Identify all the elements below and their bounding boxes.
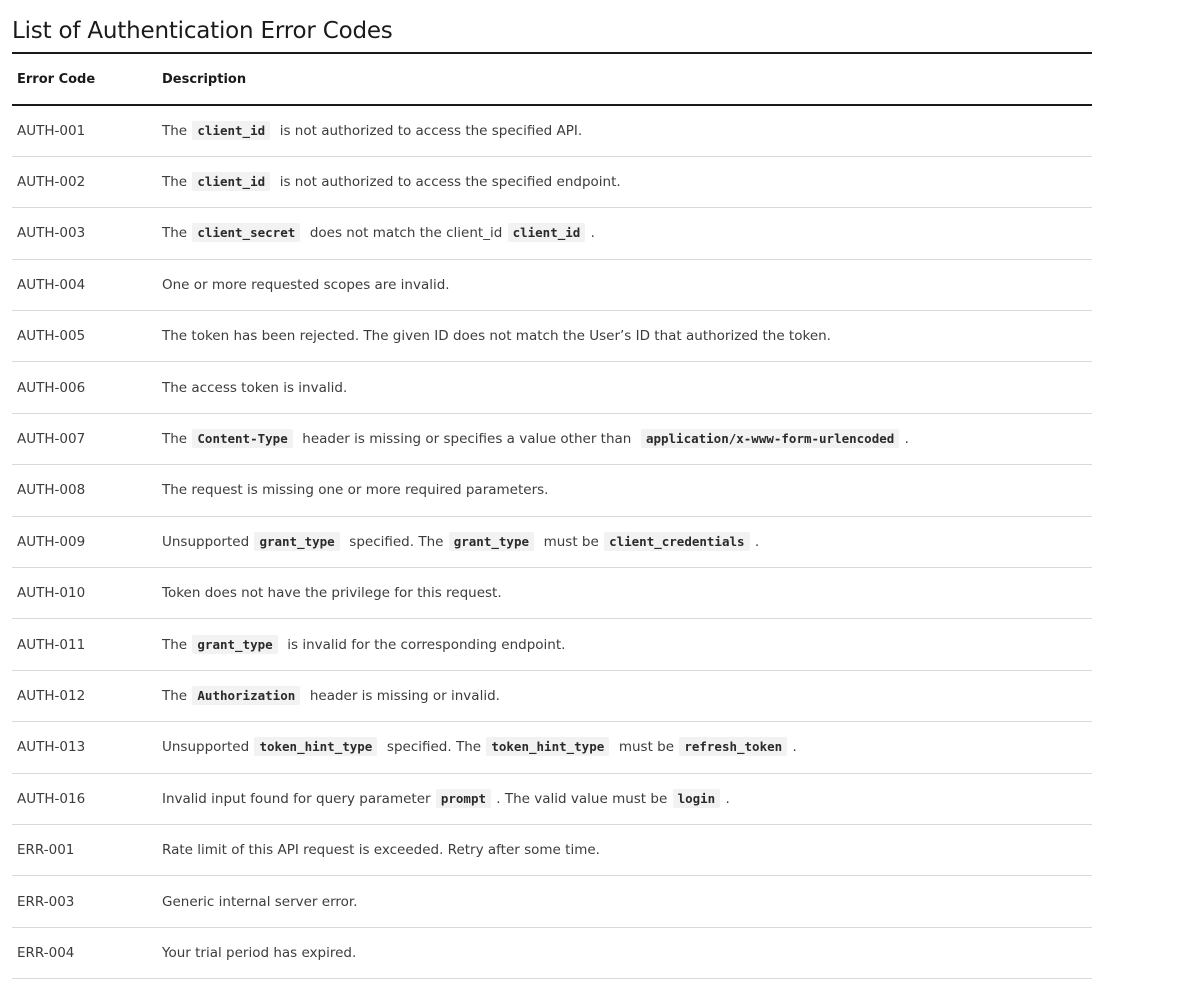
inline-code: login xyxy=(673,789,721,808)
description-cell xyxy=(157,773,1092,824)
description-text: The xyxy=(162,225,192,242)
table-row xyxy=(12,413,1092,464)
error-codes-table xyxy=(12,52,1092,979)
inline-code: Content-Type xyxy=(192,429,292,448)
error-code-cell: AUTH-009 xyxy=(12,516,157,567)
description-text: The access token is invalid. xyxy=(162,379,348,396)
description-text: The token has been rejected. The given ID does not match the User’s ID that authorized the token. xyxy=(162,328,831,345)
description-text: The request is missing one or more required parameters. xyxy=(162,482,549,499)
inline-code: Authorization xyxy=(192,686,300,705)
description-cell xyxy=(157,876,1092,927)
table-row xyxy=(12,311,1092,362)
description-cell xyxy=(157,824,1092,875)
description-text: must be xyxy=(535,533,604,550)
inline-code: client_id xyxy=(192,172,270,191)
table-row xyxy=(12,773,1092,824)
description-text: header is missing or specifies a value other than xyxy=(293,431,640,448)
inline-code: grant_type xyxy=(449,532,534,551)
description-text: must be xyxy=(610,739,679,756)
description-cell xyxy=(157,208,1092,259)
description-text: is invalid for the corresponding endpoint. xyxy=(278,636,566,653)
description-text: specified. The xyxy=(340,533,448,550)
description-cell xyxy=(157,619,1092,670)
description-text: Token does not have the privilege for this request. xyxy=(162,585,502,602)
table-row xyxy=(12,259,1092,310)
description-text: is not authorized to access the specified API. xyxy=(271,122,583,139)
description-text: . The valid value must be xyxy=(492,790,672,807)
table-body xyxy=(12,105,1092,979)
error-code-cell: AUTH-003 xyxy=(12,208,157,259)
inline-code: token_hint_type xyxy=(254,737,377,756)
error-code-cell: AUTH-006 xyxy=(12,362,157,413)
description-text: Rate limit of this API request is exceeded. Retry after some time. xyxy=(162,842,600,859)
description-cell xyxy=(157,362,1092,413)
description-cell xyxy=(157,516,1092,567)
description-text: Your trial period has expired. xyxy=(162,944,357,961)
inline-code: client_secret xyxy=(192,223,300,242)
inline-code: client_id xyxy=(192,121,270,140)
description-text: Unsupported xyxy=(162,533,254,550)
table-row xyxy=(12,362,1092,413)
description-text: One or more requested scopes are invalid. xyxy=(162,276,450,293)
inline-code: refresh_token xyxy=(679,737,787,756)
description-text: specified. The xyxy=(378,739,486,756)
description-cell xyxy=(157,927,1092,978)
error-code-cell: AUTH-002 xyxy=(12,156,157,207)
table-row xyxy=(12,619,1092,670)
error-code-cell: AUTH-011 xyxy=(12,619,157,670)
description-cell xyxy=(157,259,1092,310)
table-row xyxy=(12,105,1092,156)
table-row xyxy=(12,927,1092,978)
error-code-cell: AUTH-010 xyxy=(12,568,157,619)
description-text: The xyxy=(162,174,192,191)
inline-code: application/x-www-form-urlencoded xyxy=(641,429,899,448)
description-cell xyxy=(157,722,1092,773)
error-code-cell: AUTH-004 xyxy=(12,259,157,310)
description-text: does not match the client_id xyxy=(301,225,507,242)
description-text: Invalid input found for query parameter xyxy=(162,790,435,807)
description-cell xyxy=(157,465,1092,516)
table-row xyxy=(12,670,1092,721)
table-row xyxy=(12,516,1092,567)
inline-code: grant_type xyxy=(254,532,339,551)
description-cell xyxy=(157,105,1092,156)
error-code-cell: AUTH-016 xyxy=(12,773,157,824)
inline-code: prompt xyxy=(436,789,491,808)
error-code-cell: AUTH-007 xyxy=(12,413,157,464)
description-text: The xyxy=(162,687,192,704)
description-text: Generic internal server error. xyxy=(162,893,358,910)
inline-code: client_credentials xyxy=(604,532,749,551)
inline-code: grant_type xyxy=(192,635,277,654)
table-row xyxy=(12,824,1092,875)
inline-code: token_hint_type xyxy=(486,737,609,756)
table-row xyxy=(12,568,1092,619)
description-text: The xyxy=(162,636,192,653)
description-cell xyxy=(157,568,1092,619)
table-row xyxy=(12,465,1092,516)
description-text: . xyxy=(721,790,730,807)
table-row xyxy=(12,722,1092,773)
table-header-row xyxy=(12,53,1092,105)
error-code-cell: ERR-004 xyxy=(12,927,157,978)
description-cell xyxy=(157,156,1092,207)
description-text: header is missing or invalid. xyxy=(301,687,500,704)
description-cell xyxy=(157,413,1092,464)
table-row xyxy=(12,156,1092,207)
description-cell xyxy=(157,311,1092,362)
description-cell xyxy=(157,670,1092,721)
table-row xyxy=(12,208,1092,259)
description-text: . xyxy=(788,739,797,756)
table-row xyxy=(12,876,1092,927)
error-code-cell: AUTH-005 xyxy=(12,311,157,362)
error-code-cell: AUTH-013 xyxy=(12,722,157,773)
error-code-cell: AUTH-008 xyxy=(12,465,157,516)
description-text: . xyxy=(900,431,909,448)
column-header-error-code: Error Code xyxy=(12,53,157,105)
description-text: is not authorized to access the specified endpoint. xyxy=(271,174,621,191)
description-text: The xyxy=(162,431,192,448)
description-text: The xyxy=(162,122,192,139)
column-header-description: Description xyxy=(157,53,1092,105)
description-text: . xyxy=(586,225,595,242)
error-code-cell: AUTH-001 xyxy=(12,105,157,156)
table-header xyxy=(12,53,1092,105)
error-code-cell: AUTH-012 xyxy=(12,670,157,721)
page-title: List of Authentication Error Codes xyxy=(12,18,393,44)
description-text: Unsupported xyxy=(162,739,254,756)
error-code-cell: ERR-001 xyxy=(12,824,157,875)
description-text: . xyxy=(750,533,760,550)
error-code-cell: ERR-003 xyxy=(12,876,157,927)
inline-code: client_id xyxy=(508,223,586,242)
